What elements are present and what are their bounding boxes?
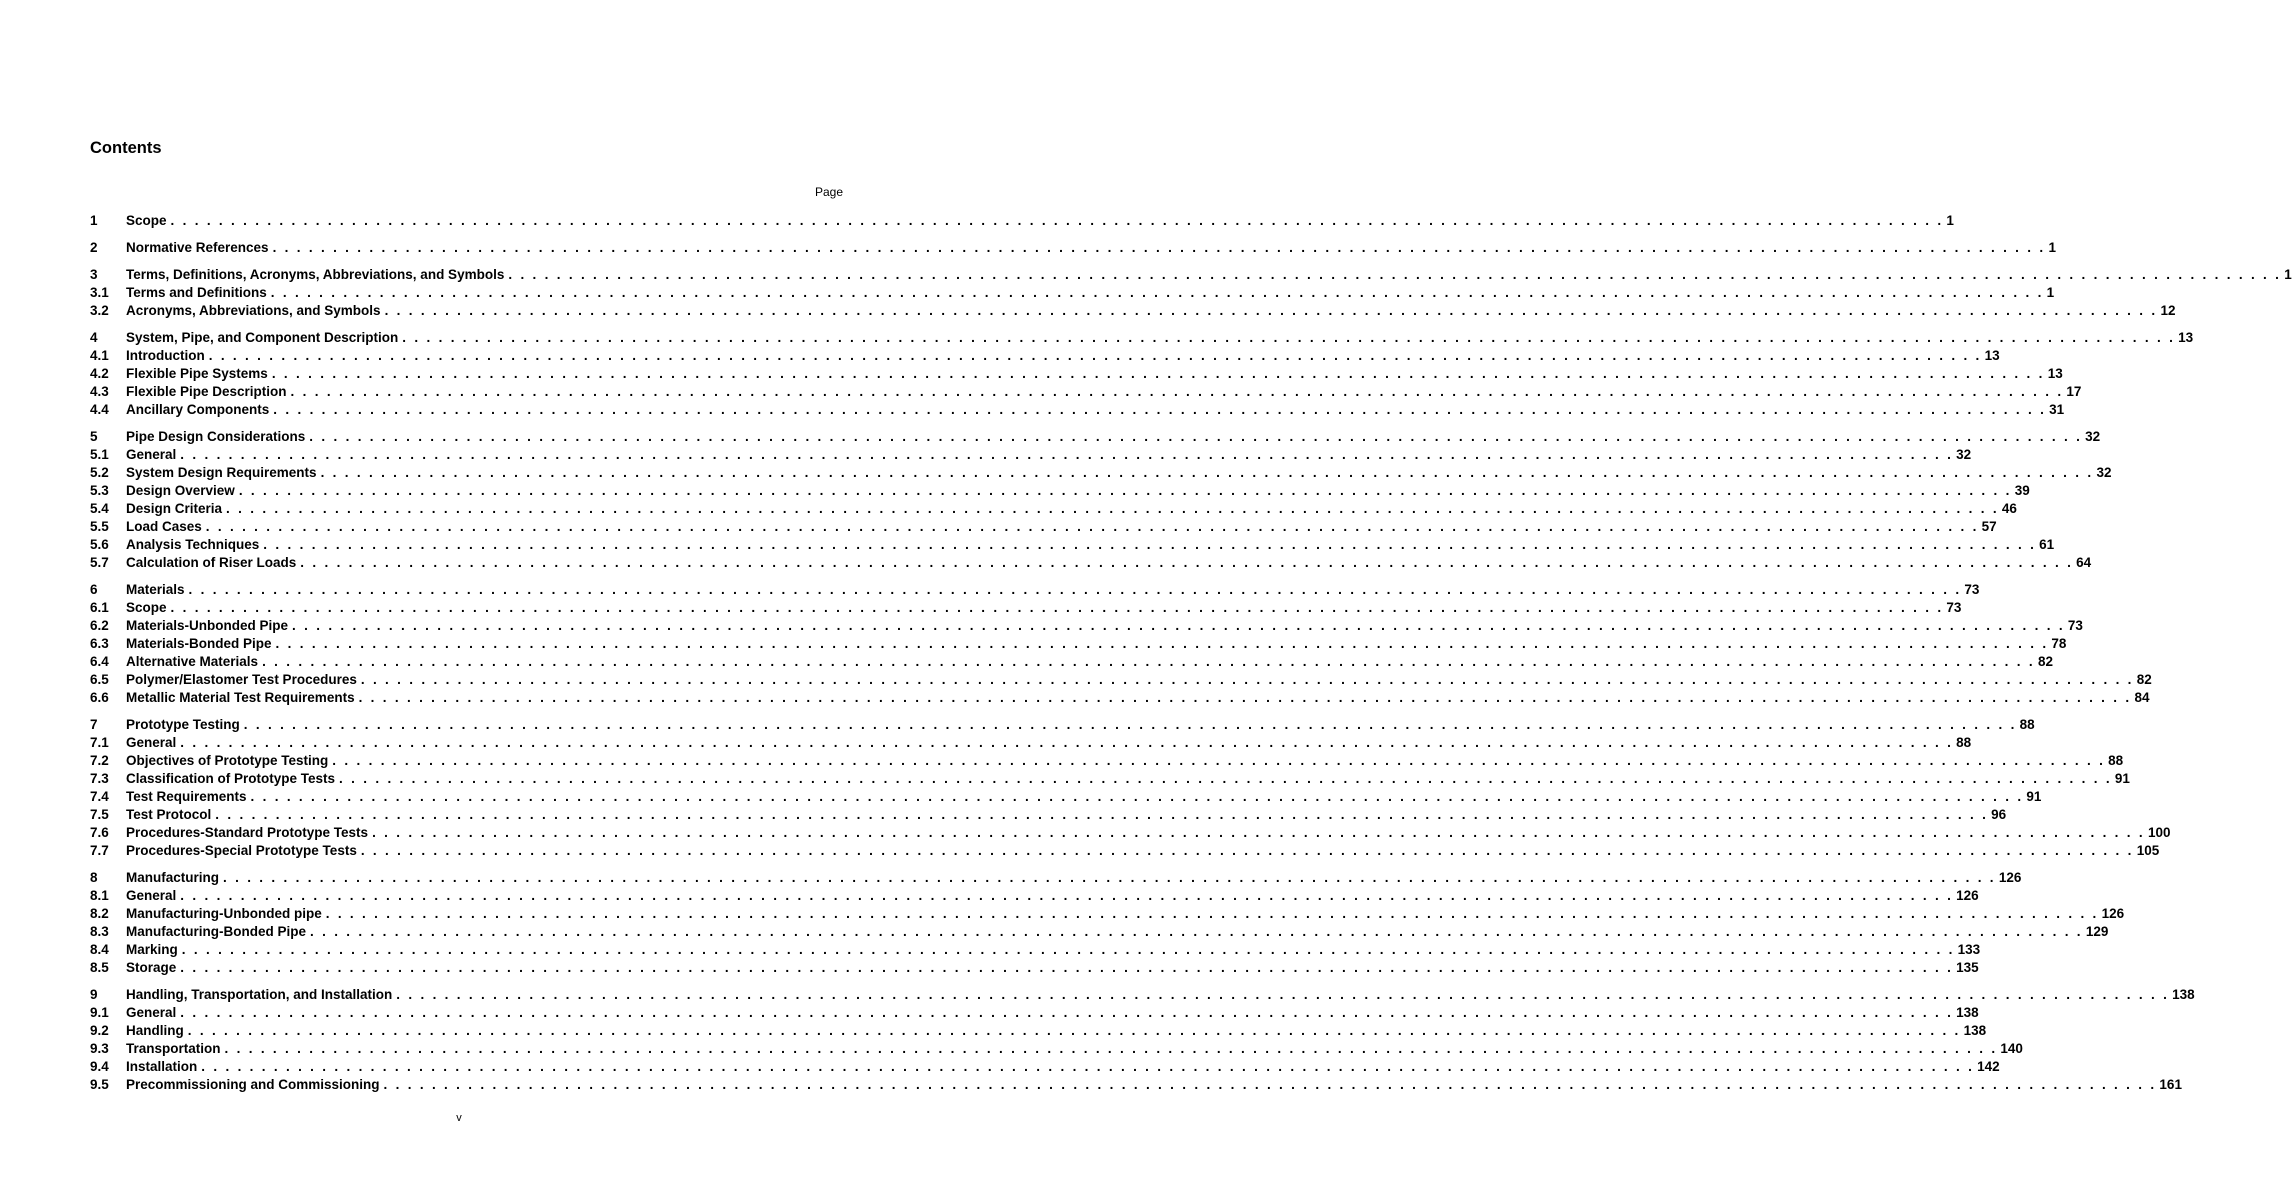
- toc-dot-leader: . . . . . . . . . . . . . . . . . . . . . . . . . . . . . . . . . . . . . . . . . . . . . . . . . . . . . . . . . . . . . . . . . . . . . . . . . . . . . . . . . . . . . . . . . . . . . . . . . . . . . . . . . . . . . . . . . . . . . . . . . . . . . . . . . . . . . . . . . . . . . . . . . . .: [272, 240, 2046, 255]
- toc-entry-number: 4.2: [90, 366, 109, 381]
- toc-entry[interactable]: [90, 923, 2109, 941]
- toc-entry[interactable]: [90, 428, 2101, 446]
- page-column-label: Page: [814, 185, 843, 199]
- table-of-contents: [90, 212, 2292, 1103]
- toc-dot-leader: . . . . . . . . . . . . . . . . . . . . . . . . . . . . . . . . . . . . . . . . . . . . . . . . . . . . . . . . . . . . . . . . . . . . . . . . . . . . . . . . . . . . . . . . . . . . . . . . . . . . . . . . . . . . . . . . . . . . . . . . . . . . . . . . . . . . . . . . . . . . . . . . . . .: [243, 717, 2017, 732]
- toc-dot-leader: . . . . . . . . . . . . . . . . . . . . . . . . . . . . . . . . . . . . . . . . . . . . . . . . . . . . . . . . . . . . . . . . . . . . . . . . . . . . . . . . . . . . . . . . . . . . . . . . . . . . . . . . . . . . . . . . . . . . . . . . . . . . . . . . . . . . . . . . . . . . . . . . . . .: [170, 600, 1944, 615]
- toc-entry-page: 140: [2000, 1041, 2023, 1056]
- toc-entry-number: 6: [90, 582, 98, 597]
- toc-entry[interactable]: [90, 617, 2083, 635]
- toc-entry[interactable]: [90, 500, 2017, 518]
- toc-entry-title: Materials-Bonded Pipe: [126, 636, 272, 651]
- toc-entry[interactable]: [90, 770, 2130, 788]
- toc-entry-number: 5.1: [90, 447, 109, 462]
- toc-dot-leader: . . . . . . . . . . . . . . . . . . . . . . . . . . . . . . . . . . . . . . . . . . . . . . . . . . . . . . . . . . . . . . . . . . . . . . . . . . . . . . . . . . . . . . . . . . . . . . . . . . . . . . . . . . . . . . . . . . . . . . . . . . . . . . . . . . . . . . . . . . . . . . . . . . .: [223, 870, 1996, 885]
- toc-entry-page: 13: [1984, 348, 2000, 363]
- toc-dot-leader: . . . . . . . . . . . . . . . . . . . . . . . . . . . . . . . . . . . . . . . . . . . . . . . . . . . . . . . . . . . . . . . . . . . . . . . . . . . . . . . . . . . . . . . . . . . . . . . . . . . . . . . . . . . . . . . . . . . . . . . . . . . . . . . . . . . . . . . . . . . . . . . . . . .: [180, 960, 1954, 975]
- toc-entry-title: General: [126, 1005, 177, 1020]
- toc-entry[interactable]: [90, 824, 2171, 842]
- toc-entry-title: Manufacturing-Unbonded pipe: [126, 906, 322, 921]
- toc-entry-title: Design Overview: [126, 483, 235, 498]
- toc-entry-page: 1: [2048, 240, 2056, 255]
- toc-entry-title: Storage: [126, 960, 177, 975]
- toc-entry[interactable]: [90, 347, 2000, 365]
- toc-entry-title: Alternative Materials: [126, 654, 259, 669]
- toc-dot-leader: . . . . . . . . . . . . . . . . . . . . . . . . . . . . . . . . . . . . . . . . . . . . . . . . . . . . . . . . . . . . . . . . . . . . . . . . . . . . . . . . . . . . . . . . . . . . . . . . . . . . . . . . . . . . . . . . . . . . . . . . . . . . . . . . . . . . . . . . . . . . . . . . . . .: [332, 753, 2106, 768]
- toc-entry-number: 5.6: [90, 537, 109, 552]
- toc-dot-leader: . . . . . . . . . . . . . . . . . . . . . . . . . . . . . . . . . . . . . . . . . . . . . . . . . . . . . . . . . . . . . . . . . . . . . . . . . . . . . . . . . . . . . . . . . . . . . . . . . . . . . . . . . . . . . . . . . . . . . . . . . . . . . . . . . . . . . . . . . . . . . . . . . . .: [383, 1077, 2157, 1092]
- toc-entry[interactable]: [90, 869, 2022, 887]
- toc-entry[interactable]: [90, 986, 2195, 1004]
- toc-entry[interactable]: [90, 788, 2042, 806]
- toc-entry-number: 4.4: [90, 402, 109, 417]
- toc-entry-title: Terms and Definitions: [126, 285, 267, 300]
- toc-entry-page: 129: [2085, 924, 2109, 939]
- toc-entry-title: Handling, Transportation, and Installation: [126, 987, 393, 1002]
- toc-entry-title: Test Protocol: [126, 807, 212, 822]
- footer-page-number: v: [456, 1112, 462, 1124]
- toc-entry-page: 88: [2108, 753, 2124, 768]
- toc-entry-number: 7.4: [90, 789, 109, 804]
- toc-dot-leader: . . . . . . . . . . . . . . . . . . . . . . . . . . . . . . . . . . . . . . . . . . . . . . . . . . . . . . . . . . . . . . . . . . . . . . . . . . . . . . . . . . . . . . . . . . . . . . . . . . . . . . . . . . . . . . . . . . . . . . . . . . . . . . . . . . . . . . . . . . . . . . . . . . .: [187, 1023, 1961, 1038]
- toc-entry-number: 8.5: [90, 960, 109, 975]
- toc-section-group: [90, 869, 2125, 977]
- toc-entry-number: 9.4: [90, 1059, 109, 1074]
- toc-dot-leader: . . . . . . . . . . . . . . . . . . . . . . . . . . . . . . . . . . . . . . . . . . . . . . . . . . . . . . . . . . . . . . . . . . . . . . . . . . . . . . . . . . . . . . . . . . . . . . . . . . . . . . . . . . . . . . . . . . . . . . . . . . . . . . . . . . . . . . . . . . . . . . . . . . .: [263, 537, 2037, 552]
- toc-dot-leader: . . . . . . . . . . . . . . . . . . . . . . . . . . . . . . . . . . . . . . . . . . . . . . . . . . . . . . . . . . . . . . . . . . . . . . . . . . . . . . . . . . . . . . . . . . . . . . . . . . . . . . . . . . . . . . . . . . . . . . . . . . . . . . . . . . . . . . . . . . . . . . . . . . .: [339, 771, 2112, 786]
- toc-dot-leader: . . . . . . . . . . . . . . . . . . . . . . . . . . . . . . . . . . . . . . . . . . . . . . . . . . . . . . . . . . . . . . . . . . . . . . . . . . . . . . . . . . . . . . . . . . . . . . . . . . . . . . . . . . . . . . . . . . . . . . . . . . . . . . . . . . . . . . . . . . . . . . . . . . .: [273, 402, 2047, 417]
- toc-dot-leader: . . . . . . . . . . . . . . . . . . . . . . . . . . . . . . . . . . . . . . . . . . . . . . . . . . . . . . . . . . . . . . . . . . . . . . . . . . . . . . . . . . . . . . . . . . . . . . . . . . . . . . . . . . . . . . . . . . . . . . . . . . . . . . . . . . . . . . . . . . . . . . . . . . .: [215, 807, 1989, 822]
- toc-section-group: [90, 266, 2292, 320]
- toc-entry[interactable]: [90, 635, 2067, 653]
- toc-entry-title: Procedures-Special Prototype Tests: [126, 843, 357, 858]
- toc-entry-number: 6.1: [90, 600, 109, 615]
- toc-entry-number: 7: [90, 717, 98, 732]
- toc-entry[interactable]: [90, 1004, 1979, 1022]
- toc-entry-title: Objectives of Prototype Testing: [126, 753, 329, 768]
- toc-entry[interactable]: [90, 599, 1962, 617]
- toc-entry-page: 133: [1957, 942, 1981, 957]
- toc-entry[interactable]: [90, 365, 2063, 383]
- toc-entry[interactable]: [90, 302, 2176, 320]
- toc-entry[interactable]: [90, 482, 2030, 500]
- toc-entry-number: 5.4: [90, 501, 109, 516]
- toc-entry-page: 32: [1956, 447, 1972, 462]
- toc-dot-leader: . . . . . . . . . . . . . . . . . . . . . . . . . . . . . . . . . . . . . . . . . . . . . . . . . . . . . . . . . . . . . . . . . . . . . . . . . . . . . . . . . . . . . . . . . . . . . . . . . . . . . . . . . . . . . . . . . . . . . . . . . . . . . . . . . . . . . . . . . . . . . . . . . . .: [224, 1041, 1998, 1056]
- toc-section-group: [90, 329, 2194, 419]
- toc-entry-title: Analysis Techniques: [126, 537, 260, 552]
- toc-entry-number: 8.3: [90, 924, 109, 939]
- toc-entry[interactable]: [90, 1022, 1987, 1040]
- toc-entry-title: Prototype Testing: [126, 717, 240, 732]
- toc-entry[interactable]: [90, 806, 2007, 824]
- toc-entry[interactable]: [90, 1040, 2023, 1058]
- toc-dot-leader: . . . . . . . . . . . . . . . . . . . . . . . . . . . . . . . . . . . . . . . . . . . . . . . . . . . . . . . . . . . . . . . . . . . . . . . . . . . . . . . . . . . . . . . . . . . . . . . . . . . . . . . . . . . . . . . . . . . . . . . . . . . . . . . . . . . . . . . . . . . . . . . . . . .: [309, 429, 2083, 444]
- toc-entry-title: Acronyms, Abbreviations, and Symbols: [126, 303, 381, 318]
- toc-dot-leader: . . . . . . . . . . . . . . . . . . . . . . . . . . . . . . . . . . . . . . . . . . . . . . . . . . . . . . . . . . . . . . . . . . . . . . . . . . . . . . . . . . . . . . . . . . . . . . . . . . . . . . . . . . . . . . . . . . . . . . . . . . . . . . . . . . . . . . . . . . . . . . . . . . .: [180, 1005, 1954, 1020]
- toc-entry-page: 13: [2047, 366, 2063, 381]
- toc-entry-page: 17: [2066, 384, 2082, 399]
- toc-dot-leader: . . . . . . . . . . . . . . . . . . . . . . . . . . . . . . . . . . . . . . . . . . . . . . . . . . . . . . . . . . . . . . . . . . . . . . . . . . . . . . . . . . . . . . . . . . . . . . . . . . . . . . . . . . . . . . . . . . . . . . . . . . . . . . . . . . . . . . . . . . . . . . . . . . .: [208, 348, 1982, 363]
- toc-entry-number: 5.3: [90, 483, 109, 498]
- toc-entry-page: 31: [2049, 402, 2065, 417]
- toc-entry-title: Handling: [126, 1023, 184, 1038]
- toc-entry-page: 161: [2159, 1077, 2182, 1092]
- toc-entry-page: 39: [2014, 483, 2030, 498]
- toc-entry-title: Manufacturing-Bonded Pipe: [126, 924, 306, 939]
- toc-entry-page: 138: [1963, 1023, 1987, 1038]
- toc-dot-leader: . . . . . . . . . . . . . . . . . . . . . . . . . . . . . . . . . . . . . . . . . . . . . . . . . . . . . . . . . . . . . . . . . . . . . . . . . . . . . . . . . . . . . . . . . . . . . . . . . . . . . . . . . . . . . . . . . . . . . . . . . . . . . . . . . . . . . . . . . . . . . . . . . . .: [372, 825, 2145, 840]
- toc-entry-page: 88: [1956, 735, 1972, 750]
- toc-entry-page: 32: [2085, 429, 2101, 444]
- toc-entry-number: 7.5: [90, 807, 109, 822]
- toc-entry-page: 100: [2147, 825, 2171, 840]
- toc-entry-number: 7.1: [90, 735, 109, 750]
- toc-entry-page: 126: [1998, 870, 2022, 885]
- toc-entry-title: Terms, Definitions, Acronyms, Abbreviations, and Symbols: [126, 267, 505, 282]
- toc-entry-page: 57: [1981, 519, 1997, 534]
- toc-dot-leader: . . . . . . . . . . . . . . . . . . . . . . . . . . . . . . . . . . . . . . . . . . . . . . . . . . . . . . . . . . . . . . . . . . . . . . . . . . . . . . . . . . . . . . . . . . . . . . . . . . . . . . . . . . . . . . . . . . . . . . . . . . . . . . . . . . . . . . . . . . . . . . . . . . .: [205, 519, 1979, 534]
- toc-dot-leader: . . . . . . . . . . . . . . . . . . . . . . . . . . . . . . . . . . . . . . . . . . . . . . . . . . . . . . . . . . . . . . . . . . . . . . . . . . . . . . . . . . . . . . . . . . . . . . . . . . . . . . . . . . . . . . . . . . . . . . . . . . . . . . . . . . . . . . . . . . . . . . . . . . .: [402, 330, 2176, 345]
- toc-entry[interactable]: [90, 959, 1979, 977]
- toc-dot-leader: . . . . . . . . . . . . . . . . . . . . . . . . . . . . . . . . . . . . . . . . . . . . . . . . . . . . . . . . . . . . . . . . . . . . . . . . . . . . . . . . . . . . . . . . . . . . . . . . . . . . . . . . . . . . . . . . . . . . . . . . . . . . . . . . . . . . . . . . . . . . . . . . . . .: [226, 501, 1999, 516]
- toc-entry[interactable]: [90, 536, 2055, 554]
- toc-dot-leader: . . . . . . . . . . . . . . . . . . . . . . . . . . . . . . . . . . . . . . . . . . . . . . . . . . . . . . . . . . . . . . . . . . . . . . . . . . . . . . . . . . . . . . . . . . . . . . . . . . . . . . . . . . . . . . . . . . . . . . . . . . . . . . . . . . . . . . . . . . . . . . . . . . .: [180, 735, 1954, 750]
- toc-dot-leader: . . . . . . . . . . . . . . . . . . . . . . . . . . . . . . . . . . . . . . . . . . . . . . . . . . . . . . . . . . . . . . . . . . . . . . . . . . . . . . . . . . . . . . . . . . . . . . . . . . . . . . . . . . . . . . . . . . . . . . . . . . . . . . . . . . . . . . . . . . . . . . . . . . .: [271, 366, 2045, 381]
- toc-entry[interactable]: [90, 239, 2056, 257]
- toc-entry-page: 64: [2076, 555, 2092, 570]
- toc-entry-title: Manufacturing: [126, 870, 219, 885]
- toc-entry[interactable]: [90, 554, 2092, 572]
- toc-dot-leader: . . . . . . . . . . . . . . . . . . . . . . . . . . . . . . . . . . . . . . . . . . . . . . . . . . . . . . . . . . . . . . . . . . . . . . . . . . . . . . . . . . . . . . . . . . . . . . . . . . . . . . . . . . . . . . . . . . . . . . . . . . . . . . . . . . . . . . . . . . . . . . . . . . .: [300, 555, 2074, 570]
- toc-entry-page: 78: [2051, 636, 2067, 651]
- toc-entry-page: 126: [2101, 906, 2125, 921]
- toc-entry[interactable]: [90, 401, 2065, 419]
- toc-entry-number: 9.5: [90, 1077, 109, 1092]
- toc-entry-title: Calculation of Riser Loads: [126, 555, 297, 570]
- toc-entry-number: 9.3: [90, 1041, 109, 1056]
- toc-entry-number: 7.2: [90, 753, 109, 768]
- toc-entry-title: Installation: [126, 1059, 198, 1074]
- toc-entry-title: Ancillary Components: [126, 402, 270, 417]
- toc-entry-page: 1: [1946, 213, 1954, 228]
- toc-dot-leader: . . . . . . . . . . . . . . . . . . . . . . . . . . . . . . . . . . . . . . . . . . . . . . . . . . . . . . . . . . . . . . . . . . . . . . . . . . . . . . . . . . . . . . . . . . . . . . . . . . . . . . . . . . . . . . . . . . . . . . . . . . . . . . . . . . . . . . . . . . . . . . . . . . .: [270, 285, 2044, 300]
- toc-entry[interactable]: [90, 284, 2055, 302]
- toc-entry[interactable]: [90, 752, 2124, 770]
- toc-entry-number: 4: [90, 330, 98, 345]
- toc-dot-leader: . . . . . . . . . . . . . . . . . . . . . . . . . . . . . . . . . . . . . . . . . . . . . . . . . . . . . . . . . . . . . . . . . . . . . . . . . . . . . . . . . . . . . . . . . . . . . . . . . . . . . . . . . . . . . . . . . . . . . . . . . . . . . . . . . . . . . . . . . . . . . . . . . . .: [360, 672, 2134, 687]
- toc-entry-number: 8.4: [90, 942, 109, 957]
- toc-entry-title: Introduction: [126, 348, 205, 363]
- toc-entry-page: 12: [2160, 303, 2176, 318]
- toc-entry-page: 1: [2046, 285, 2055, 300]
- toc-entry-number: 4.1: [90, 348, 109, 363]
- toc-entry-number: 9: [90, 987, 98, 1002]
- toc-entry[interactable]: [90, 446, 1972, 464]
- toc-entry[interactable]: [90, 653, 2053, 671]
- toc-dot-leader: . . . . . . . . . . . . . . . . . . . . . . . . . . . . . . . . . . . . . . . . . . . . . . . . . . . . . . . . . . . . . . . . . . . . . . . . . . . . . . . . . . . . . . . . . . . . . . . . . . . . . . . . . . . . . . . . . . . . . . . . . . . . . . . . . . . . . . . . . . . . . . . . . . .: [201, 1059, 1975, 1074]
- toc-dot-leader: . . . . . . . . . . . . . . . . . . . . . . . . . . . . . . . . . . . . . . . . . . . . . . . . . . . . . . . . . . . . . . . . . . . . . . . . . . . . . . . . . . . . . . . . . . . . . . . . . . . . . . . . . . . . . . . . . . . . . . . . . . . . . . . . . . . . . . . . . . . . . . . . . . .: [292, 618, 2065, 633]
- toc-entry[interactable]: [90, 671, 2152, 689]
- toc-entry-title: Pipe Design Considerations: [126, 429, 306, 444]
- toc-entry-title: Materials: [126, 582, 185, 597]
- toc-entry-title: General: [126, 447, 177, 462]
- toc-dot-leader: . . . . . . . . . . . . . . . . . . . . . . . . . . . . . . . . . . . . . . . . . . . . . . . . . . . . . . . . . . . . . . . . . . . . . . . . . . . . . . . . . . . . . . . . . . . . . . . . . . . . . . . . . . . . . . . . . . . . . . . . . . . . . . . . . . . . . . . . . . . . . . . . . . .: [508, 267, 2282, 282]
- toc-entry-number: 7.6: [90, 825, 109, 840]
- toc-entry[interactable]: [90, 905, 2125, 923]
- toc-entry-page: 91: [2114, 771, 2130, 786]
- toc-dot-leader: . . . . . . . . . . . . . . . . . . . . . . . . . . . . . . . . . . . . . . . . . . . . . . . . . . . . . . . . . . . . . . . . . . . . . . . . . . . . . . . . . . . . . . . . . . . . . . . . . . . . . . . . . . . . . . . . . . . . . . . . . . . . . . . . . . . . . . . . . . . . . . . . . . .: [170, 213, 1944, 228]
- toc-entry[interactable]: [90, 581, 1980, 599]
- toc-section-group: [90, 986, 2195, 1094]
- toc-entry[interactable]: [90, 716, 2035, 734]
- toc-entry-title: Polymer/Elastomer Test Procedures: [126, 672, 357, 687]
- toc-entry-title: Design Criteria: [126, 501, 223, 516]
- toc-entry-number: 6.2: [90, 618, 109, 633]
- toc-entry[interactable]: [90, 842, 2160, 860]
- toc-entry-number: 2: [90, 240, 98, 255]
- toc-entry-page: 32: [2096, 465, 2112, 480]
- toc-entry-page: 46: [2001, 501, 2017, 516]
- toc-entry-page: 142: [1977, 1059, 2000, 1074]
- toc-entry[interactable]: [90, 383, 2082, 401]
- toc-entry-title: Normative References: [126, 240, 269, 255]
- toc-dot-leader: . . . . . . . . . . . . . . . . . . . . . . . . . . . . . . . . . . . . . . . . . . . . . . . . . . . . . . . . . . . . . . . . . . . . . . . . . . . . . . . . . . . . . . . . . . . . . . . . . . . . . . . . . . . . . . . . . . . . . . . . . . . . . . . . . . . . . . . . . . . . . . . . . . .: [180, 447, 1954, 462]
- toc-entry[interactable]: [90, 329, 2194, 347]
- toc-dot-leader: . . . . . . . . . . . . . . . . . . . . . . . . . . . . . . . . . . . . . . . . . . . . . . . . . . . . . . . . . . . . . . . . . . . . . . . . . . . . . . . . . . . . . . . . . . . . . . . . . . . . . . . . . . . . . . . . . . . . . . . . . . . . . . . . . . . . . . . . . . . . . . . . . . .: [238, 483, 2012, 498]
- toc-entry-page: 73: [1964, 582, 1980, 597]
- toc-entry-title: Metallic Material Test Requirements: [126, 690, 355, 705]
- toc-dot-leader: . . . . . . . . . . . . . . . . . . . . . . . . . . . . . . . . . . . . . . . . . . . . . . . . . . . . . . . . . . . . . . . . . . . . . . . . . . . . . . . . . . . . . . . . . . . . . . . . . . . . . . . . . . . . . . . . . . . . . . . . . . . . . . . . . . . . . . . . . . . . . . . . . . .: [180, 888, 1954, 903]
- toc-entry-number: 8.1: [90, 888, 109, 903]
- toc-entry-number: 9.1: [90, 1005, 109, 1020]
- toc-entry-title: Transportation: [126, 1041, 221, 1056]
- toc-entry-page: 135: [1956, 960, 1979, 975]
- toc-entry[interactable]: [90, 941, 1981, 959]
- toc-entry-title: Flexible Pipe Systems: [126, 366, 268, 381]
- toc-dot-leader: . . . . . . . . . . . . . . . . . . . . . . . . . . . . . . . . . . . . . . . . . . . . . . . . . . . . . . . . . . . . . . . . . . . . . . . . . . . . . . . . . . . . . . . . . . . . . . . . . . . . . . . . . . . . . . . . . . . . . . . . . . . . . . . . . . . . . . . . . . . . . . . . . . .: [262, 654, 2035, 669]
- toc-entry-number: 3.2: [90, 303, 109, 318]
- toc-entry-number: 3.1: [90, 285, 109, 300]
- toc-entry-number: 7.3: [90, 771, 109, 786]
- toc-dot-leader: . . . . . . . . . . . . . . . . . . . . . . . . . . . . . . . . . . . . . . . . . . . . . . . . . . . . . . . . . . . . . . . . . . . . . . . . . . . . . . . . . . . . . . . . . . . . . . . . . . . . . . . . . . . . . . . . . . . . . . . . . . . . . . . . . . . . . . . . . . . . . . . . . . .: [310, 924, 2083, 939]
- toc-dot-leader: . . . . . . . . . . . . . . . . . . . . . . . . . . . . . . . . . . . . . . . . . . . . . . . . . . . . . . . . . . . . . . . . . . . . . . . . . . . . . . . . . . . . . . . . . . . . . . . . . . . . . . . . . . . . . . . . . . . . . . . . . . . . . . . . . . . . . . . . . . . . . . . . . . .: [396, 987, 2170, 1002]
- toc-entry[interactable]: [90, 212, 1954, 230]
- toc-entry-page: 91: [2026, 789, 2042, 804]
- toc-entry-title: Precommissioning and Commissioning: [126, 1077, 380, 1092]
- toc-dot-leader: . . . . . . . . . . . . . . . . . . . . . . . . . . . . . . . . . . . . . . . . . . . . . . . . . . . . . . . . . . . . . . . . . . . . . . . . . . . . . . . . . . . . . . . . . . . . . . . . . . . . . . . . . . . . . . . . . . . . . . . . . . . . . . . . . . . . . . . . . . . . . . . . . . .: [188, 582, 1962, 597]
- toc-entry[interactable]: [90, 518, 1997, 536]
- toc-entry-number: 8.2: [90, 906, 109, 921]
- toc-entry-number: 1: [90, 213, 98, 228]
- toc-dot-leader: . . . . . . . . . . . . . . . . . . . . . . . . . . . . . . . . . . . . . . . . . . . . . . . . . . . . . . . . . . . . . . . . . . . . . . . . . . . . . . . . . . . . . . . . . . . . . . . . . . . . . . . . . . . . . . . . . . . . . . . . . . . . . . . . . . . . . . . . . . . . . . . . . . .: [250, 789, 2024, 804]
- toc-entry-number: 8: [90, 870, 98, 885]
- toc-entry[interactable]: [90, 266, 2292, 284]
- toc-entry-number: 6.5: [90, 672, 109, 687]
- toc-entry-number: 5.7: [90, 555, 109, 570]
- toc-dot-leader: . . . . . . . . . . . . . . . . . . . . . . . . . . . . . . . . . . . . . . . . . . . . . . . . . . . . . . . . . . . . . . . . . . . . . . . . . . . . . . . . . . . . . . . . . . . . . . . . . . . . . . . . . . . . . . . . . . . . . . . . . . . . . . . . . . . . . . . . . . . . . . . . . . .: [290, 384, 2064, 399]
- toc-entry-page: 61: [2039, 537, 2055, 552]
- toc-dot-leader: . . . . . . . . . . . . . . . . . . . . . . . . . . . . . . . . . . . . . . . . . . . . . . . . . . . . . . . . . . . . . . . . . . . . . . . . . . . . . . . . . . . . . . . . . . . . . . . . . . . . . . . . . . . . . . . . . . . . . . . . . . . . . . . . . . . . . . . . . . . . . . . . . . .: [358, 690, 2132, 705]
- toc-entry[interactable]: [90, 464, 2112, 482]
- toc-dot-leader: . . . . . . . . . . . . . . . . . . . . . . . . . . . . . . . . . . . . . . . . . . . . . . . . . . . . . . . . . . . . . . . . . . . . . . . . . . . . . . . . . . . . . . . . . . . . . . . . . . . . . . . . . . . . . . . . . . . . . . . . . . . . . . . . . . . . . . . . . . . . . . . . . . .: [181, 942, 1955, 957]
- toc-entry-title: Test Requirements: [126, 789, 247, 804]
- toc-entry-number: 6.4: [90, 654, 109, 669]
- toc-entry-title: Load Cases: [126, 519, 202, 534]
- toc-entry[interactable]: [90, 887, 1979, 905]
- toc-entry-number: 7.7: [90, 843, 109, 858]
- toc-entry-page: 138: [2172, 987, 2195, 1002]
- toc-entry[interactable]: [90, 689, 2150, 707]
- toc-entry-page: 82: [2037, 654, 2053, 669]
- toc-dot-leader: . . . . . . . . . . . . . . . . . . . . . . . . . . . . . . . . . . . . . . . . . . . . . . . . . . . . . . . . . . . . . . . . . . . . . . . . . . . . . . . . . . . . . . . . . . . . . . . . . . . . . . . . . . . . . . . . . . . . . . . . . . . . . . . . . . . . . . . . . . . . . . . . . . .: [275, 636, 2049, 651]
- toc-entry-title: Flexible Pipe Description: [126, 384, 287, 399]
- toc-dot-leader: . . . . . . . . . . . . . . . . . . . . . . . . . . . . . . . . . . . . . . . . . . . . . . . . . . . . . . . . . . . . . . . . . . . . . . . . . . . . . . . . . . . . . . . . . . . . . . . . . . . . . . . . . . . . . . . . . . . . . . . . . . . . . . . . . . . . . . . . . . . . . . . . . . .: [360, 843, 2134, 858]
- toc-entry[interactable]: [90, 734, 1972, 752]
- toc-entry-page: 73: [1946, 600, 1962, 615]
- toc-entry-title: System Design Requirements: [126, 465, 317, 480]
- toc-entry-number: 5.2: [90, 465, 109, 480]
- toc-section-group: [90, 428, 2112, 572]
- toc-entry-title: System, Pipe, and Component Description: [126, 330, 399, 345]
- toc-entry[interactable]: [90, 1076, 2182, 1094]
- toc-entry-number: 5.5: [90, 519, 109, 534]
- toc-entry-page: 84: [2134, 690, 2150, 705]
- toc-entry-page: 88: [2019, 717, 2035, 732]
- toc-entry-title: Scope: [126, 213, 167, 228]
- toc-entry-title: Materials-Unbonded Pipe: [126, 618, 289, 633]
- toc-entry-page: 105: [2136, 843, 2160, 858]
- toc-entry-page: 96: [1991, 807, 2007, 822]
- toc-section-group: [90, 581, 2152, 707]
- toc-entry-page: 73: [2067, 618, 2083, 633]
- toc-dot-leader: . . . . . . . . . . . . . . . . . . . . . . . . . . . . . . . . . . . . . . . . . . . . . . . . . . . . . . . . . . . . . . . . . . . . . . . . . . . . . . . . . . . . . . . . . . . . . . . . . . . . . . . . . . . . . . . . . . . . . . . . . . . . . . . . . . . . . . . . . . . . . . . . . . .: [320, 465, 2094, 480]
- toc-entry-number: 4.3: [90, 384, 109, 399]
- toc-entry-page: 82: [2136, 672, 2152, 687]
- toc-entry-page: 126: [1956, 888, 1979, 903]
- toc-entry-number: 3: [90, 267, 98, 282]
- page-heading: Contents: [90, 139, 162, 157]
- toc-entry-number: 6.3: [90, 636, 109, 651]
- toc-entry-title: General: [126, 735, 177, 750]
- toc-entry-title: General: [126, 888, 177, 903]
- toc-dot-leader: . . . . . . . . . . . . . . . . . . . . . . . . . . . . . . . . . . . . . . . . . . . . . . . . . . . . . . . . . . . . . . . . . . . . . . . . . . . . . . . . . . . . . . . . . . . . . . . . . . . . . . . . . . . . . . . . . . . . . . . . . . . . . . . . . . . . . . . . . . . . . . . . . . .: [325, 906, 2099, 921]
- toc-section-group: [90, 239, 2056, 257]
- toc-entry-title: Marking: [126, 942, 178, 957]
- toc-dot-leader: . . . . . . . . . . . . . . . . . . . . . . . . . . . . . . . . . . . . . . . . . . . . . . . . . . . . . . . . . . . . . . . . . . . . . . . . . . . . . . . . . . . . . . . . . . . . . . . . . . . . . . . . . . . . . . . . . . . . . . . . . . . . . . . . . . . . . . . . . . . . . . . . . . .: [384, 303, 2158, 318]
- toc-entry-page: 13: [2178, 330, 2194, 345]
- toc-entry-title: Procedures-Standard Prototype Tests: [126, 825, 369, 840]
- toc-entry-page: 1: [2284, 267, 2292, 282]
- toc-entry-number: 6.6: [90, 690, 109, 705]
- toc-section-group: [90, 716, 2171, 860]
- toc-section-group: [90, 212, 1954, 230]
- toc-entry-number: 9.2: [90, 1023, 109, 1038]
- toc-entry-number: 5: [90, 429, 98, 444]
- toc-entry[interactable]: [90, 1058, 2000, 1076]
- toc-entry-page: 138: [1956, 1005, 1979, 1020]
- toc-entry-title: Classification of Prototype Tests: [126, 771, 336, 786]
- toc-entry-title: Scope: [126, 600, 167, 615]
